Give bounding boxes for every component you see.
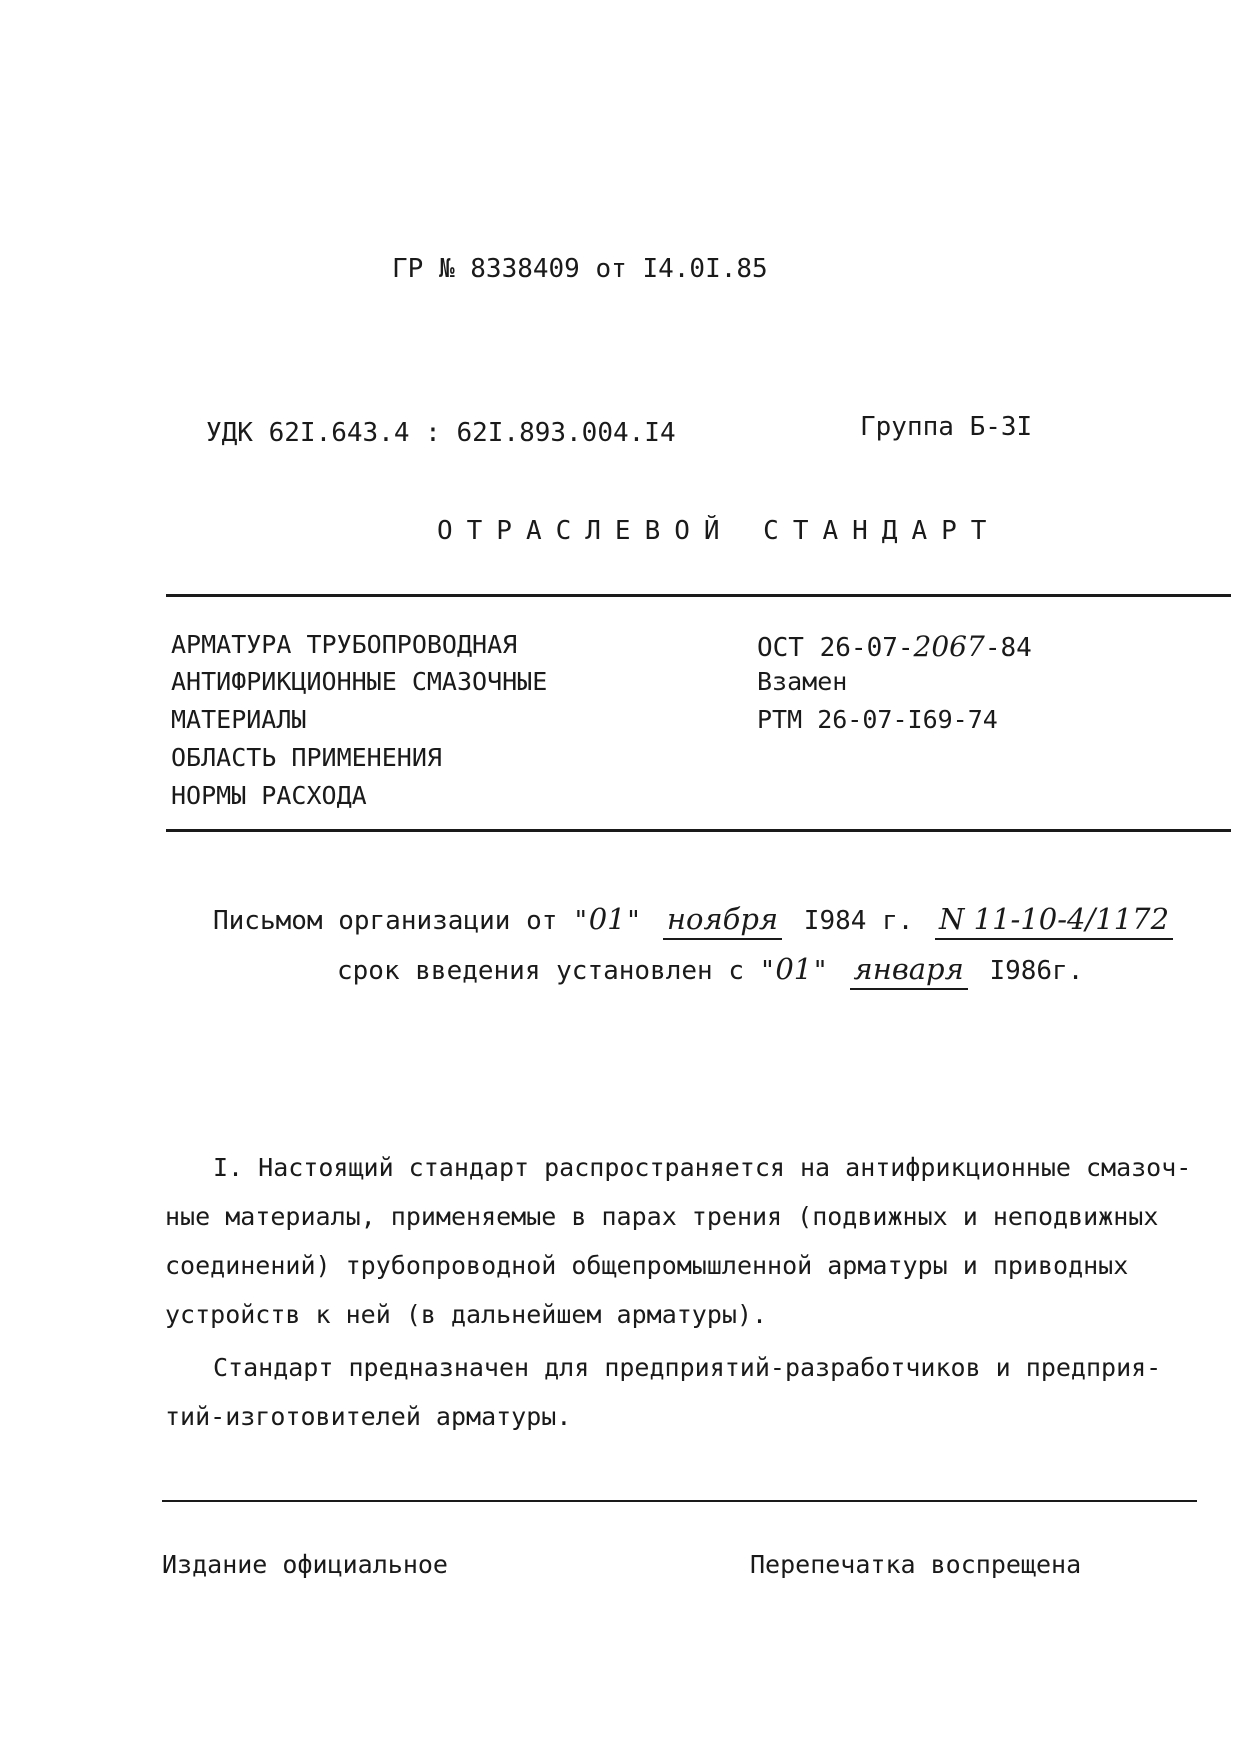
letter-number: N 11-10-4/1172 xyxy=(935,902,1173,940)
standard-designation xyxy=(757,630,1032,663)
paragraph-scope xyxy=(165,1143,1215,1339)
letter-line xyxy=(213,902,1173,936)
effective-day: 01 xyxy=(775,952,813,986)
group-code: Группа Б-3I xyxy=(860,412,1033,442)
title-block-top-rule xyxy=(166,594,1231,597)
designation-handwritten-number: 2067 xyxy=(913,630,985,663)
title-line-5: НОРМЫ РАСХОДА xyxy=(171,781,367,810)
document-heading: ОТРАСЛЕВОЙ СТАНДАРТ xyxy=(437,516,1001,546)
replaces-value: РТМ 26-07-I69-74 xyxy=(757,705,998,734)
footer-official-edition: Издание официальное xyxy=(162,1550,448,1579)
designation-prefix: ОСТ 26-07- xyxy=(757,633,914,663)
letter-day-close-quote: " xyxy=(625,906,642,936)
registration-number: ГР № 8338409 от I4.0I.85 xyxy=(392,254,768,284)
title-line-2: АНТИФРИКЦИОННЫЕ СМАЗОЧНЫЕ xyxy=(171,667,548,696)
paragraph-line: ные материалы, применяемые в парах трения (подвижных и неподвижных xyxy=(165,1202,1159,1231)
paragraph-line: I. Настоящий стандарт распространяется на антифрикционные смазоч- xyxy=(213,1153,1192,1182)
effective-month: января xyxy=(850,952,968,990)
paragraph-line: соединений) трубопроводной общепромышленной арматуры и приводных xyxy=(165,1251,1129,1280)
paragraph-line: тий-изготовителей арматуры. xyxy=(165,1402,572,1431)
footer-rule xyxy=(162,1500,1197,1502)
paragraph-purpose xyxy=(165,1343,1215,1441)
title-line-4: ОБЛАСТЬ ПРИМЕНЕНИЯ xyxy=(171,743,442,772)
letter-day: 01 xyxy=(588,902,626,936)
title-block-bottom-rule xyxy=(166,829,1231,832)
designation-suffix: -84 xyxy=(984,633,1032,663)
letter-month: ноября xyxy=(663,902,782,940)
paragraph-line: Стандарт предназначен для предприятий-разработчиков и предприя- xyxy=(213,1353,1162,1382)
paragraph-line: устройств к ней (в дальнейшем арматуры). xyxy=(165,1300,768,1329)
effective-date-line xyxy=(337,952,1083,986)
letter-day-open-quote: " xyxy=(573,906,589,936)
effective-year: I986г. xyxy=(989,956,1084,986)
letter-year: I984 г. xyxy=(803,906,914,936)
effective-day-open-quote: " xyxy=(759,956,776,986)
effective-text: срок введения установлен с xyxy=(337,956,744,986)
letter-text: Письмом организации от xyxy=(213,906,558,936)
udk-code: УДК 62I.643.4 : 62I.893.004.I4 xyxy=(206,418,676,448)
title-line-3: МАТЕРИАЛЫ xyxy=(171,705,307,734)
title-line-1: АРМАТУРА ТРУБОПРОВОДНАЯ xyxy=(171,630,518,659)
footer-reprint-prohibited: Перепечатка воспрещена xyxy=(750,1550,1082,1579)
replaces-label: Взамен xyxy=(757,667,848,696)
effective-day-close-quote: " xyxy=(812,956,828,986)
